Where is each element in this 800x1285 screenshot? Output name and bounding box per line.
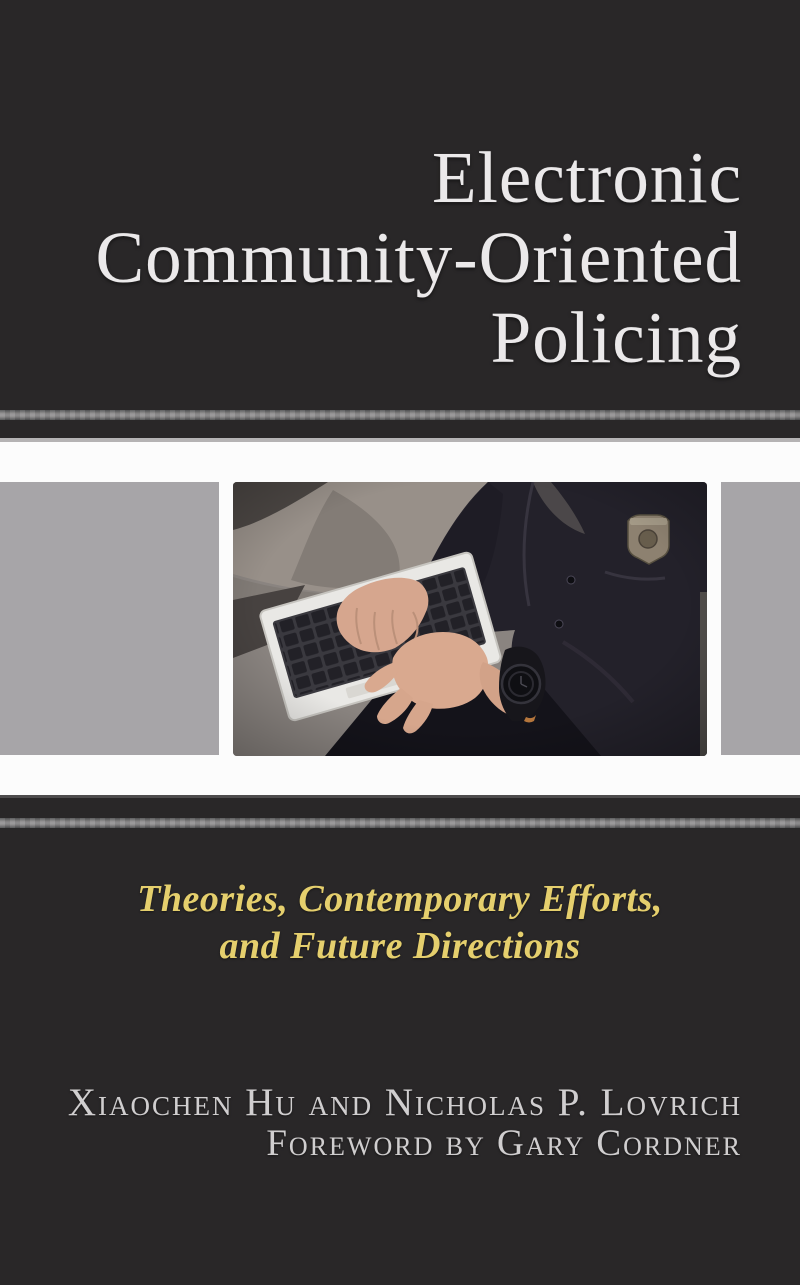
divider-rule-top [0,410,800,420]
subtitle-line-2: and Future Directions [219,925,581,967]
authors-block [40,1082,742,1164]
left-gray-block [0,482,219,755]
title-line-2: Community-Oriented [95,217,742,298]
book-subtitle [0,876,800,970]
book-title [30,138,742,378]
right-gray-block [721,482,800,755]
title-line-3: Policing [490,297,742,378]
foreword-credit: Foreword by Gary Cordner [266,1123,742,1164]
cover-photo [233,482,707,756]
subtitle-line-1: Theories, Contemporary Efforts, [137,878,663,920]
author-byline: Xiaochen Hu and Nicholas P. Lovrich [67,1081,742,1124]
cover-photo-illustration [233,482,707,756]
divider-rule-bottom [0,818,800,828]
title-line-1: Electronic [432,137,742,218]
